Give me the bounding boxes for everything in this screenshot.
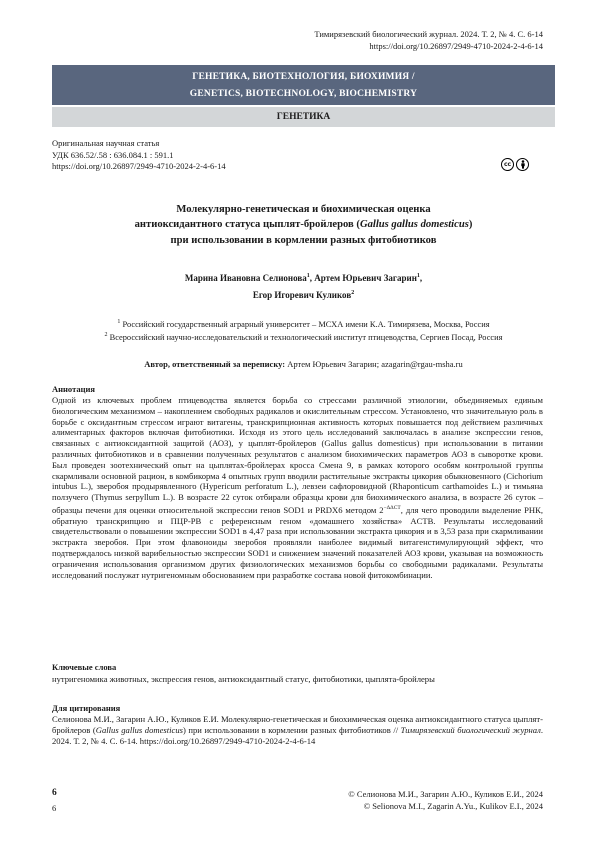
affiliation-2 xyxy=(52,330,555,343)
affiliation-sup: 1 xyxy=(117,319,121,325)
authors-line-1: Марина Ивановна Селионова$^1$, Артем Юрьевич Загарин$^1$, xyxy=(184,273,423,283)
copyright-en: © Selionova M.I., Zagarin A.Yu., Kulikov E.I., 2024 xyxy=(363,800,543,811)
author-zagarin: Артем Юрьевич Загарин xyxy=(314,273,417,283)
abstract-heading: Аннотация xyxy=(52,384,95,394)
title-line-2-text: антиоксидантного статуса цыплят-бройлеров ( xyxy=(134,219,360,231)
title-line-3: при использовании в кормлении разных фитобиотиков xyxy=(170,234,437,246)
title-line-2 xyxy=(52,217,555,232)
article-meta xyxy=(52,138,226,173)
keywords-text: нутригеномика животных, экспрессия генов, антиоксидантный статус, фитобиотики, цыплята-бройлеры xyxy=(52,674,435,684)
title-line-2-close: ) xyxy=(468,219,473,231)
license-badge[interactable] xyxy=(501,157,543,172)
citation-part-3: . 2024. Т. 2, № 4. С. 6-14. https://doi.org/10.26897/2949-4710-2024-2-4-6-14 xyxy=(52,724,543,746)
rubric-line-ru: ГЕНЕТИКА, БИОТЕХНОЛОГИЯ, БИОХИМИЯ / xyxy=(192,72,415,82)
header-doi-link[interactable]: https://doi.org/10.26897/2949-4710-2024-2-4-6-14 xyxy=(369,40,543,51)
citation-species: Gallus gallus domesticus xyxy=(95,724,183,735)
species-name: Gallus gallus domesticus xyxy=(359,219,469,231)
article-doi-link[interactable]: https://doi.org/10.26897/2949-4710-2024-2-4-6-14 xyxy=(52,161,226,171)
journal-citation-line: Тимирязевский биологический журнал. 2024. Т. 2, № 4. С. 6-14 xyxy=(314,29,543,39)
running-header xyxy=(314,29,543,52)
page-number-secondary: 6 xyxy=(52,803,57,813)
author-selionova: Марина Ивановна Селионова xyxy=(184,273,307,283)
citation-journal: Тимирязевский биологический журнал xyxy=(400,724,541,735)
rubric-band xyxy=(52,65,555,105)
author-affil-sup: 1 xyxy=(306,273,310,279)
citation-heading: Для цитирования xyxy=(52,703,121,713)
affiliations xyxy=(52,317,555,344)
keywords-heading: Ключевые слова xyxy=(52,662,117,672)
citation-text xyxy=(52,714,543,746)
affiliation-1-text: Российский государственный аграрный университет – МСХА имени К.А. Тимирязева, Москва, Россия xyxy=(122,319,490,329)
author-kulikov: Егор Игоревич Куликов xyxy=(252,289,352,300)
correspondence xyxy=(52,359,555,369)
affiliation-1 xyxy=(52,317,555,330)
creative-commons-icon: cc xyxy=(501,158,514,171)
copyright xyxy=(348,789,543,812)
citation-part-2: ) при использовании в кормлении разных фитобиотиков // xyxy=(182,724,401,735)
author-affil-sup: 1 xyxy=(416,273,420,279)
page-number: 6 xyxy=(52,788,57,798)
rubric-line-en: GENETICS, BIOTECHNOLOGY, BIOCHEMISTRY xyxy=(189,89,418,99)
udc-code: УДК 636.52/.58 : 636.084.1 : 591.1 xyxy=(52,149,174,160)
attribution-icon xyxy=(516,158,529,171)
author-affil-sup: 2 xyxy=(351,289,355,296)
section-label: ГЕНЕТИКА xyxy=(52,107,555,127)
abstract-text-part-1: Одной из ключевых проблем птицеводства является борьба со стрессами различной этиологии, объединяемых единым биологическим механизмом – накоплением свободных радикалов и окислительным стрессом. Установлено, что значительную роль в борьбе с оксидантным стрессом играют витагены, транскрипционная активность которых повышается под действием различных алиментарных факторов включая фитобиотики. Исходя из этого цель исследований заключалась в анализе экспрессии генов, связанных с антиоксидантной защитой (АОЗ), у цыплят-бройлеров (Gallus gallus domesticus) при использовании в питании различных фитобиотиков и в сравнении полученных результатов с анализом биохимических параметров АОЗ в сыворотке крови. Был проведен зоотехнический опыт на цыплятах-бройлерах кросса Смена 9, в рамках которого особям контрольной группы скармливали основной рацион, в комбикорма 4 опытных групп вводили растительные экстракты цикория обыкновенного (Cichorium intubus L.), зверобоя продырявленного (Hypericum perforatum L.), левзеи сафлоровидной (Rhaponticum carthamoides L.) и тимьяна ползучего (Thymus serpyllum L.). В возрасте 22 суток отбирали образцы крови для биохимического анализа, в возрасте 26 суток – образцы печени для оценки относительной экспрессии генов SOD1 и PRDX6 методом 2 xyxy=(52,395,543,515)
article-title xyxy=(52,202,555,248)
affiliation-sup: 2 xyxy=(104,332,108,339)
authors-line-2 xyxy=(52,286,555,303)
citation-part-1: Селионова М.И., Загарин А.Ю., Куликов Е.И. Молекулярно-генетическая и биохимическая оценка антиоксидантного статуса цыплят-бройлеров ( xyxy=(52,714,543,735)
abstract-text-part-2: , для чего проводили выделение РНК, обратную транскрипцию и ПЦР-РВ с референсным геном «домашнего хозяйства» ACTB. Результаты исследований свидетельствовали о повышении экспрессии SOD1 в 4,47 раза при использовании экстракта цикория и в 3,53 раза при скармливании экстракта зверобоя. При этом флавоноиды зверобоя проявляли наиболее видимый витагенстимулирующий эффект, что подтверждалось низкой варибельностью экспрессии SOD1 и снижением значений показателей АОЗ крови, указывая на возможность ограничения использования организмом других физиологических механизмов борьбы со свободными радикалами. Результаты исследований послужат нутригеномным обоснованием при разработке состава новой фитокомбинации. xyxy=(52,504,543,580)
correspondence-contact[interactable]: Артем Юрьевич Загарин; azagarin@rgau-msha.ru xyxy=(287,359,463,369)
abstract-formula-sup: −ΔΔCT xyxy=(383,504,401,511)
author-list xyxy=(52,269,555,302)
abstract-text xyxy=(52,395,543,580)
affiliation-2-text: Всероссийский научно-исследовательский и технологический институт птицеводства, Сергиев Посад, Россия xyxy=(109,333,503,343)
title-line-1: Молекулярно-генетическая и биохимическая оценка xyxy=(176,204,431,215)
correspondence-label: Автор, ответственный за переписку: xyxy=(144,359,286,369)
article-type: Оригинальная научная статья xyxy=(52,138,160,148)
copyright-ru: © Селионова М.И., Загарин А.Ю., Куликов Е.И., 2024 xyxy=(348,789,543,799)
